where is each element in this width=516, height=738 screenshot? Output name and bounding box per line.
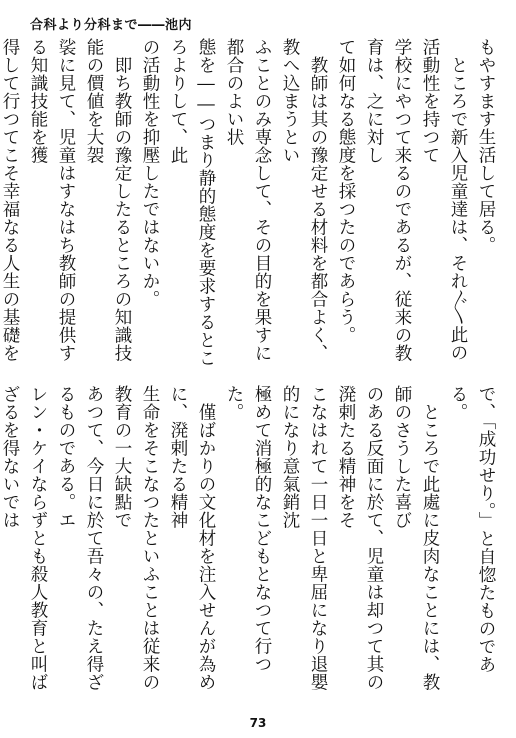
- text-column: 得して行つてこそ幸福なる人生の基礎を: [0, 38, 20, 362]
- text-column: レン・ケイならずとも殺人教育と叫ばざるを得ないでは: [0, 385, 48, 691]
- text-column: ふことのみ専念して、その目的を果すに都合のよい状: [224, 38, 272, 362]
- text-column: あつて、今日に於て吾々の、たえ得ざるものである。エ: [56, 385, 104, 691]
- text-column: 裟に見て、児童はすなはち教師の提供する知識技能を獲: [28, 38, 76, 362]
- text-column: の活動性を抑壓したではないか。: [140, 38, 160, 308]
- text-column: 即ち教師の豫定したるところの知識技能の價値を大袈: [84, 38, 132, 362]
- text-column: で、「成功せり。」と自惚たものである。: [448, 385, 496, 674]
- lower-text-block: [0, 385, 500, 705]
- text-column: 僅ばかりの文化材を注入せんが為めに、溌剌たる精神: [168, 385, 216, 691]
- text-column: 極めて消極的なこどもとなつて行つた。: [224, 385, 272, 673]
- text-column: 学校にやつて来るのであるが、従来の教育は、之に対し: [364, 38, 412, 362]
- text-column: 教師は其の豫定せる材料を都合よく、教へ込まうとい: [280, 38, 328, 362]
- text-column: もやすます生活して居る。: [476, 38, 496, 254]
- text-column: こなはれて一日一日と卑屈になり退嬰的になり意氣銷沈: [280, 385, 328, 691]
- text-column: ところで新入児童達は、それ〴〵此の活動性を持つて: [420, 38, 468, 362]
- running-head: 合科より分科まで――池内: [30, 18, 193, 33]
- upper-text-block: [0, 38, 500, 368]
- text-column: のある反面に於て、児童は却つて其の溌剌たる精神をそ: [336, 385, 384, 691]
- page-number: 73: [249, 716, 267, 730]
- text-column: て如何なる態度を採つたのであらう。: [336, 38, 356, 344]
- text-column: 生命をそこなつたといふことは従来の教育の一大缺點で: [112, 385, 160, 691]
- text-column: ところで此處に皮肉なことには、教師のさうした喜び: [392, 385, 440, 691]
- text-column: 態を――つまり静的態度を要求するところよりして、此: [168, 38, 216, 367]
